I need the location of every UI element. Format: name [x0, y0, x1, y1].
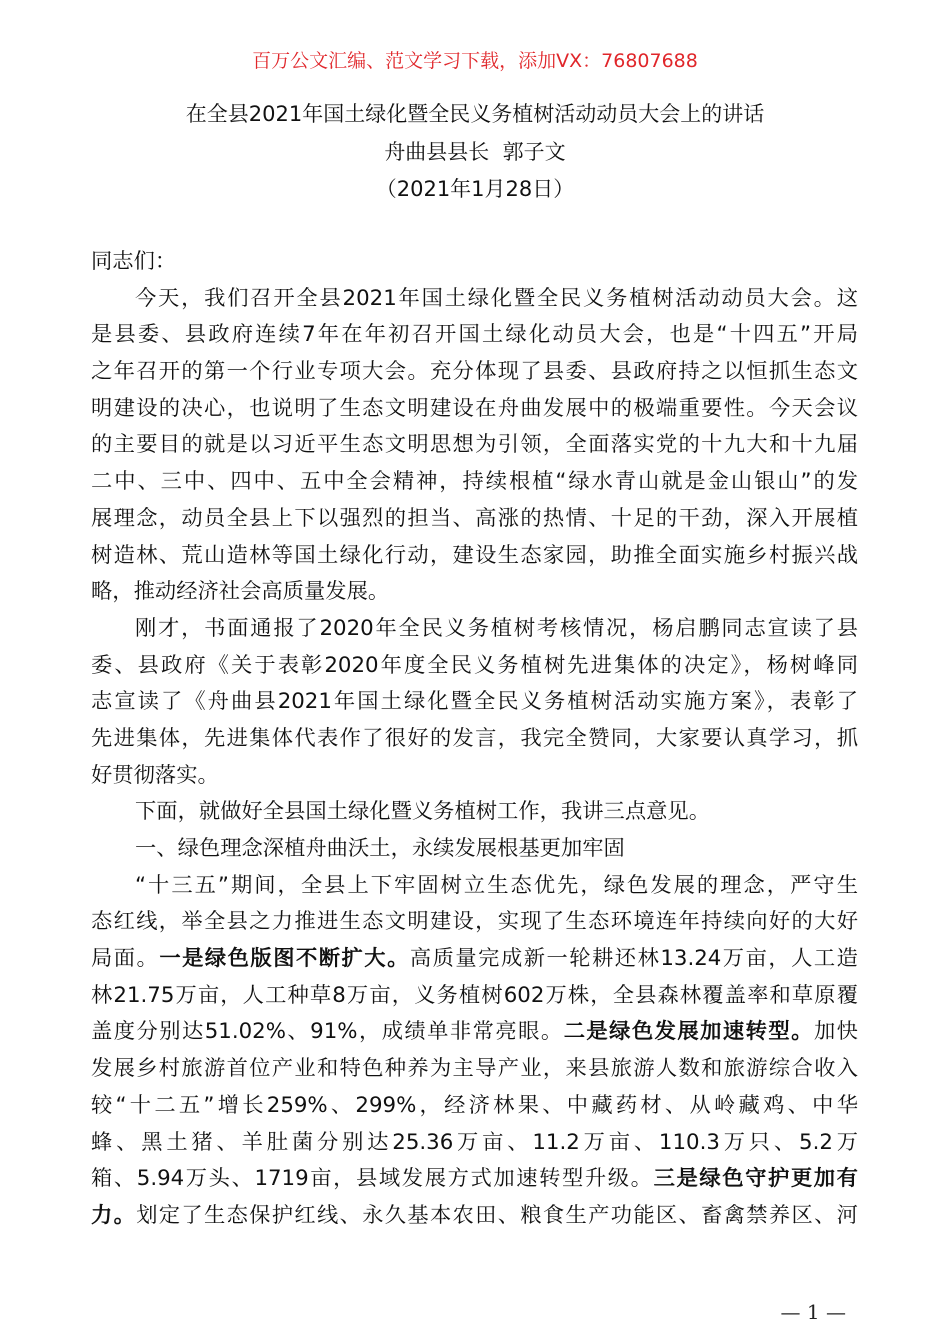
paragraph-line: [91, 978, 858, 1015]
document-title: 在全县2021年国土绿化暨全民义务植树活动动员大会上的讲话: [185, 102, 765, 126]
text-run: 刚才，书面通报了2020年全民义务植树考核情况，杨启鹏同志宣读了县: [135, 615, 858, 641]
text-run: 盖度分别达51.02%、91%，成绩单非常亮眼。: [91, 1019, 564, 1045]
text-run: 较“十二五”增长259%、299%，经济林果、中藏药材、从岭藏鸡、中华: [91, 1092, 858, 1118]
text-run: “十三五”期间，全县上下牢固树立生态优先，绿色发展的理念，严守生: [135, 872, 858, 898]
salutation: 同志们：: [91, 249, 177, 274]
paragraph-line: [91, 758, 858, 795]
text-run: 先进集体，先进集体代表作了很好的发言，我完全赞同，大家要认真学习，抓: [91, 725, 858, 751]
page-number: — 1 —: [780, 1300, 846, 1324]
date-line: （2021年1月28日）: [375, 177, 575, 201]
text-run: 的主要目的就是以习近平生态文明思想为引领，全面落实党的十九大和十九届: [91, 432, 858, 458]
bold-text: 二是绿色发展加速转型。: [563, 1019, 814, 1045]
paragraph-line: [91, 941, 858, 978]
text-run: 发展乡村旅游首位产业和特色种养为主导产业，来县旅游人数和旅游综合收入: [91, 1056, 858, 1082]
text-run: 加快: [813, 1019, 858, 1045]
text-run: 一、绿色理念深植舟曲沃土，永续发展根基更加牢固: [135, 836, 625, 861]
paragraph-line: [91, 538, 858, 575]
paragraph-line: [91, 1125, 858, 1162]
text-run: 之年召开的第一个行业专项大会。充分体现了县委、县政府持之以恒抓生态文: [91, 359, 858, 385]
paragraph-line: [91, 721, 858, 758]
text-run: 二中、三中、四中、五中全会精神，持续根植“绿水青山就是金山银山”的发: [91, 469, 858, 495]
text-run: 高质量完成新一轮耕还林13.24万亩，人工造: [409, 946, 858, 972]
text-run: 志宣读了《舟曲县2021年国土绿化暨全民义务植树活动实施方案》，表彰了: [91, 689, 858, 715]
paragraph-line: [91, 794, 858, 831]
paragraph-line: [91, 611, 858, 648]
text-run: 委、县政府《关于表彰2020年度全民义务植树先进集体的决定》，杨树峰同: [91, 652, 858, 678]
text-run: 树造林、荒山造林等国土绿化行动，建设生态家园，助推全面实施乡村振兴战: [91, 542, 858, 568]
text-run: 箱、5.94万头、1719亩，县域发展方式加速转型升级。: [91, 1166, 654, 1192]
paragraph-line: [91, 317, 858, 354]
paragraph-line: [91, 1088, 858, 1125]
text-run: 明建设的决心，也说明了生态文明建设在舟曲发展中的极端重要性。今天会议: [91, 395, 858, 421]
paragraph-line: [91, 1051, 858, 1088]
paragraph-line: [91, 427, 858, 464]
text-run: 态红线，举全县之力推进生态文明建设，实现了生态环境连年持续向好的大好: [91, 909, 858, 935]
text-run: 林21.75万亩，人工种草8万亩，义务植树602万株，全县森林覆盖率和草原覆: [91, 982, 858, 1008]
author-line: 舟曲县县长 郭子文: [384, 140, 566, 164]
paragraph-line: [91, 684, 858, 721]
text-run: 是县委、县政府连续7年在年初召开国土绿化动员大会，也是“十四五”开局: [91, 322, 858, 348]
document-body: [91, 244, 858, 1235]
watermark-banner: 百万公文汇编、范文学习下载，添加VX：76807688: [252, 50, 698, 72]
text-run: 略，推动经济社会高质量发展。: [91, 579, 390, 605]
paragraph-line: [91, 501, 858, 538]
paragraph-line: [91, 904, 858, 941]
text-run: 今天，我们召开全县2021年国土绿化暨全民义务植树活动动员大会。这: [135, 285, 858, 311]
paragraph-line: [91, 391, 858, 428]
paragraph-line: [91, 831, 858, 868]
paragraph-line: [91, 574, 858, 611]
paragraph-line: [91, 354, 858, 391]
paragraph-line: [91, 1198, 858, 1235]
text-run: 展理念，动员全县上下以强烈的担当、高涨的热情、十足的干劲，深入开展植: [91, 505, 858, 531]
bold-text: 三是绿色守护更加有: [653, 1166, 858, 1192]
paragraph-line: [91, 868, 858, 905]
paragraph-line: [91, 648, 858, 685]
text-run: 划定了生态保护红线、永久基本农田、粮食生产功能区、畜禽禁养区、河: [136, 1202, 858, 1228]
bold-text: 一是绿色版图不断扩大。: [159, 946, 410, 972]
text-run: 好贯彻落实。: [91, 762, 219, 788]
paragraph-line: [91, 464, 858, 501]
text-run: 蜂、黑土猪、羊肚菌分别达25.36万亩、11.2万亩、110.3万只、5.2万: [91, 1129, 858, 1155]
paragraph-line: [91, 1161, 858, 1198]
paragraph-line: [91, 281, 858, 318]
text-run: 局面。: [91, 946, 160, 972]
bold-text: 力。: [91, 1202, 137, 1228]
paragraph-line: [91, 1014, 858, 1051]
text-run: 下面，就做好全县国土绿化暨义务植树工作，我讲三点意见。: [135, 799, 711, 825]
